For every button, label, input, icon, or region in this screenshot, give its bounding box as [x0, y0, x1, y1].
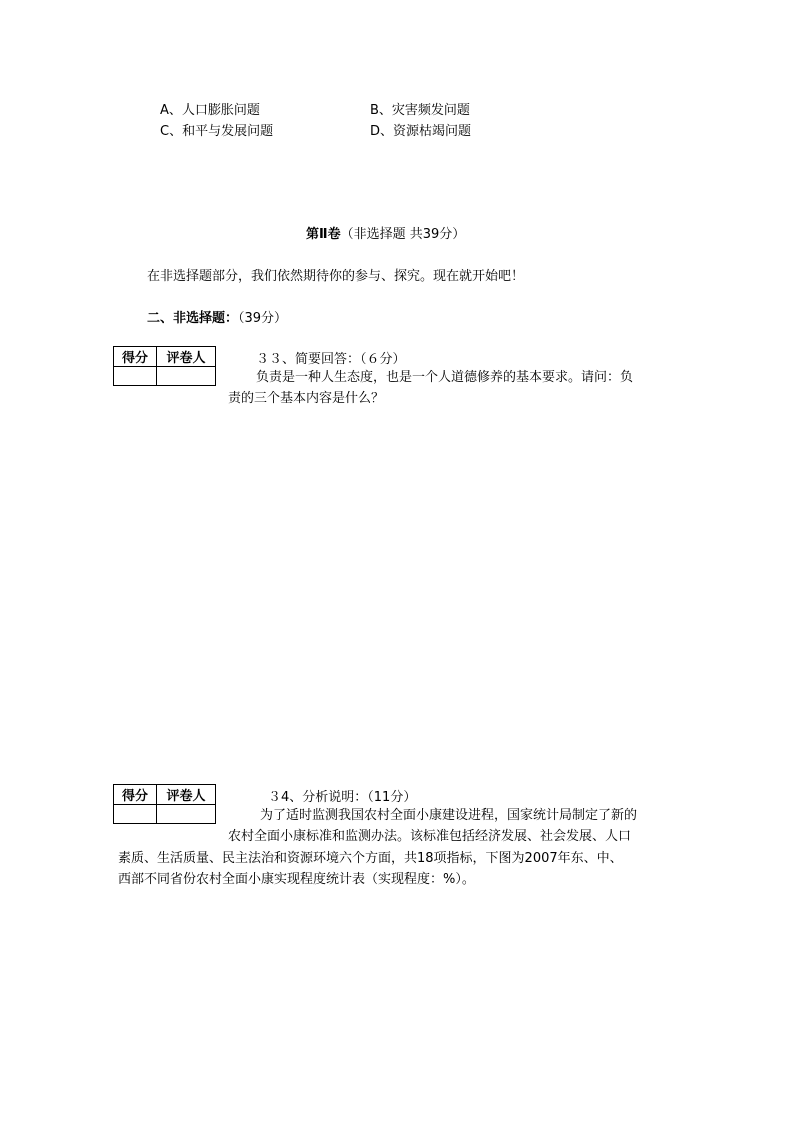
section-heading-bold: 二、非选择题：	[147, 311, 239, 326]
q33-heading: ３３、简要回答：（６分）	[256, 352, 406, 367]
part2-title	[306, 223, 465, 242]
score-table-q34	[113, 784, 216, 824]
q34-line2: 农村全面小康标准和监测办法。该标准包括经济发展、社会发展、人口	[228, 829, 632, 844]
part2-title-rest: （非选择题 共39分）	[340, 227, 466, 242]
q33-line1: 负责是一种人生态度，也是一个人道德修养的基本要求。请问：负	[256, 370, 634, 385]
score-label: 得分	[114, 347, 157, 367]
q34-line1: 为了适时监测我国农村全面小康建设进程，国家统计局制定了新的	[260, 808, 638, 823]
score-label: 得分	[114, 785, 157, 805]
section-heading-rest: （39分）	[238, 311, 288, 326]
grader-cell[interactable]	[157, 367, 216, 386]
q34-line4: 西部不同省份农村全面小康实现程度统计表（实现程度：%）。	[118, 872, 475, 887]
option-a: A、人口膨胀问题	[160, 103, 260, 118]
part2-title-bold: 第Ⅱ卷	[306, 227, 341, 242]
grader-cell[interactable]	[157, 805, 216, 824]
section-heading	[147, 307, 287, 326]
part2-intro: 在非选择题部分，我们依然期待你的参与、探究。现在就开始吧！	[147, 269, 525, 284]
option-d: D、资源枯竭问题	[370, 124, 472, 139]
q34-heading: ３4、分析说明：（11分）	[268, 790, 417, 805]
score-table-q33	[113, 346, 216, 386]
option-b: B、灾害频发问题	[370, 103, 470, 118]
q33-line2: 责的三个基本内容是什么？	[228, 391, 385, 406]
score-cell[interactable]	[114, 805, 157, 824]
grader-label: 评卷人	[157, 785, 216, 805]
option-c: C、和平与发展问题	[160, 124, 274, 139]
q34-line3: 素质、生活质量、民主法治和资源环境六个方面，共18项指标，下图为2007年东、中、	[118, 851, 623, 866]
grader-label: 评卷人	[157, 347, 216, 367]
score-cell[interactable]	[114, 367, 157, 386]
